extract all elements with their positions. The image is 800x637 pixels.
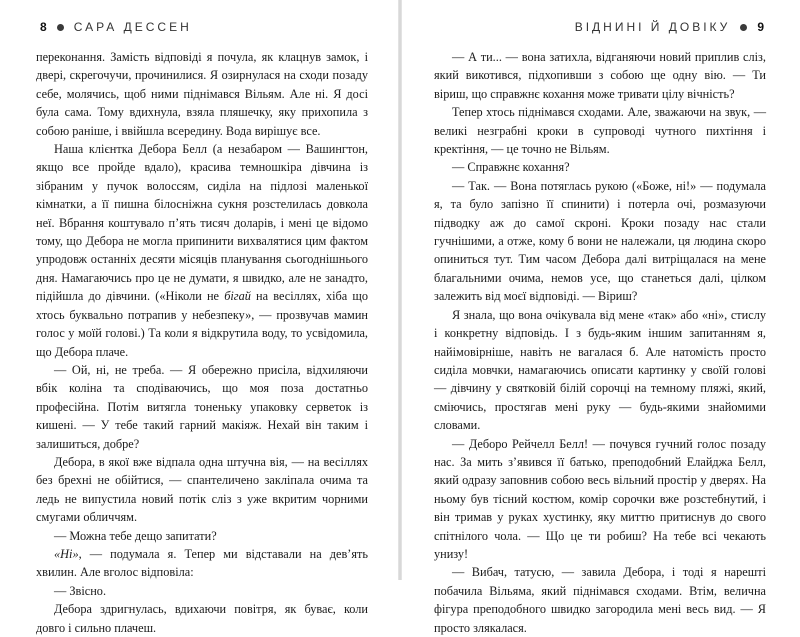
text-run: — Можна тебе дещо запитати? <box>54 528 217 543</box>
paragraph <box>36 527 368 545</box>
text-run: Наша клієнтка Дебора Белл (а незабаром — Вашингтон, якщо все пройде вдало), красива темношкіра дівчина із зібраним у пучок волоссям, сиділа на підлозі маленької кімнатки, а її пишна білосніжна сукня розстелилась довкола неї. Вбрання коштувало п’ять тисяч доларів, і мені це відомо тому, що Дебора не могла припинити вихвалятися цим фактом упродовж останніх десяти місяців планування сьогоднішнього дня. Намагаючись про це не думати, я швидко, але не занадто, підійшла до дівчини. («Ніколи не <box>36 142 368 304</box>
paragraph <box>36 48 368 140</box>
italic-text: «Ні» <box>54 546 79 561</box>
paragraph <box>36 582 368 600</box>
text-run: Дебора, в якої вже відпала одна штучна вія, — на весіллях без брехні не обійтися, — спантеличено закліпала очима та ледь не випустила новий потік сліз з уже вкритим чорними смугами обличчям. <box>36 454 368 525</box>
paragraph <box>36 545 368 582</box>
right-page <box>402 0 800 635</box>
paragraph <box>434 563 766 637</box>
author-name: САРА ДЕССЕН <box>73 20 192 34</box>
italic-text: бігай <box>224 289 251 304</box>
paragraph <box>434 48 766 103</box>
right-running-header <box>575 19 764 35</box>
book-title: ВІДНИНІ Й ДОВІКУ <box>574 20 731 34</box>
text-run: — Справжнє кохання? <box>452 160 570 175</box>
paragraph <box>36 140 368 361</box>
paragraph <box>434 177 766 306</box>
right-page-text <box>434 48 766 637</box>
text-run: — Вибач, татусю, — завила Дебора, і тоді я нарешті побачила Вільяма, який піднімався сходами. Втім, велична фігура преподобного швидко загородила мені весь вид. — Я просто злякалася. <box>434 565 766 635</box>
text-run: на весіллях, хіба що хтось буквально потрапив у небезпеку», — прозвучав мамин голос у моїй голові.) Та коли я відкрутила воду, то усвідомила, що Дебора плаче. <box>36 289 369 359</box>
text-run: — Так. — Вона потяглась рукою («Боже, ні!» — подумала я, та було запізно її спинити) і потерла очі, розмазуючи підводку аж до самої скроні. Кроки позаду нас стали гучнішими, а отже, кому б вони не належали, ця людина скоро опиниться тут. Тим часом Дебора далі витріщалася на мене благальними очима, немов усе, що станеться далі, цілком залежить від моєї відповіді. — Віриш? <box>434 178 766 304</box>
text-run: Дебора здригнулась, вдихаючи повітря, як буває, коли довго і сильно плачеш. <box>36 602 368 635</box>
text-run: — Ой, ні, не треба. — Я обережно присіла, відхиляючи вбік коліна та сподіваючись, що моя поза достатньо професійна. Потім витягла тоненьку упаковку серветок із кишені. — У тебе такий гарний макіяж. Нехай він таким і залишиться, добре? <box>36 362 368 451</box>
text-run: — А ти... — вона затихла, відганяючи новий приплив сліз, який викотився, підхопивши з собою ще одну вію. — Ти віриш, що справжнє кохання може тривати цілу вічність? <box>434 50 766 101</box>
paragraph <box>36 361 368 453</box>
paragraph <box>36 600 368 637</box>
left-page <box>0 0 398 635</box>
header-dot-icon <box>57 24 64 31</box>
paragraph <box>434 158 766 176</box>
paragraph <box>36 453 368 527</box>
paragraph <box>434 103 766 158</box>
text-run: Тепер хтось піднімався сходами. Але, зважаючи на звук, — великі незграбні кроки в супроводі чутного пихтіння і кректіння, — це точно не Вільям. <box>434 105 766 157</box>
text-run: , — подумала я. Тепер ми відставали на дев’ять хвилин. Але вголос відповіла: <box>36 546 368 580</box>
text-run: Я знала, що вона очікувала від мене «так» або «ні», стислу і конкретну відповідь. І з будь-яким іншим запитанням я, найімовірніше, навіть не вагалася б. Але натомість просто сиділа мовчки, намагаючись описати картинку у своїй голові — дівчину у святковій білій сорочці на темному пляжі, який, сміючись, простягав мені руку — будь-якими знайомими словами. <box>434 307 766 433</box>
text-run: переконання. Замість відповіді я почула, як клацнув замок, і двері, скрегочучи, прочинилися. Я озирнулася на сходи позаду себе, молячись, щоб ними піднімався Вільям. Але ні. Я досі була сама. Тому вдихнула, взяла пляшечку, яку прихопила з собою раніше, і ввійшла всередину. Вода вирішує все. <box>36 50 368 138</box>
left-page-text <box>36 48 368 637</box>
right-page-number: 9 <box>757 20 764 34</box>
text-run: — Деборо Рейчелл Белл! — почувся гучний голос позаду нас. За мить з’явився її батько, преподобний Елайджа Белл, який одразу заповнив собою весь вільний простір у дверях. На ньому був тісний костюм, комір сорочки вже розстебнутий, і він тримав у руках хустинку, яку миттю притиснув до свого спітнілого чола. — Що це ти робиш? На тебе всі чекають унизу! <box>434 436 766 561</box>
header-dot-icon <box>740 24 747 31</box>
paragraph <box>434 306 766 435</box>
left-page-number: 8 <box>40 20 47 34</box>
text-run: — Звісно. <box>54 583 107 598</box>
paragraph <box>434 435 766 564</box>
left-running-header <box>40 19 192 35</box>
